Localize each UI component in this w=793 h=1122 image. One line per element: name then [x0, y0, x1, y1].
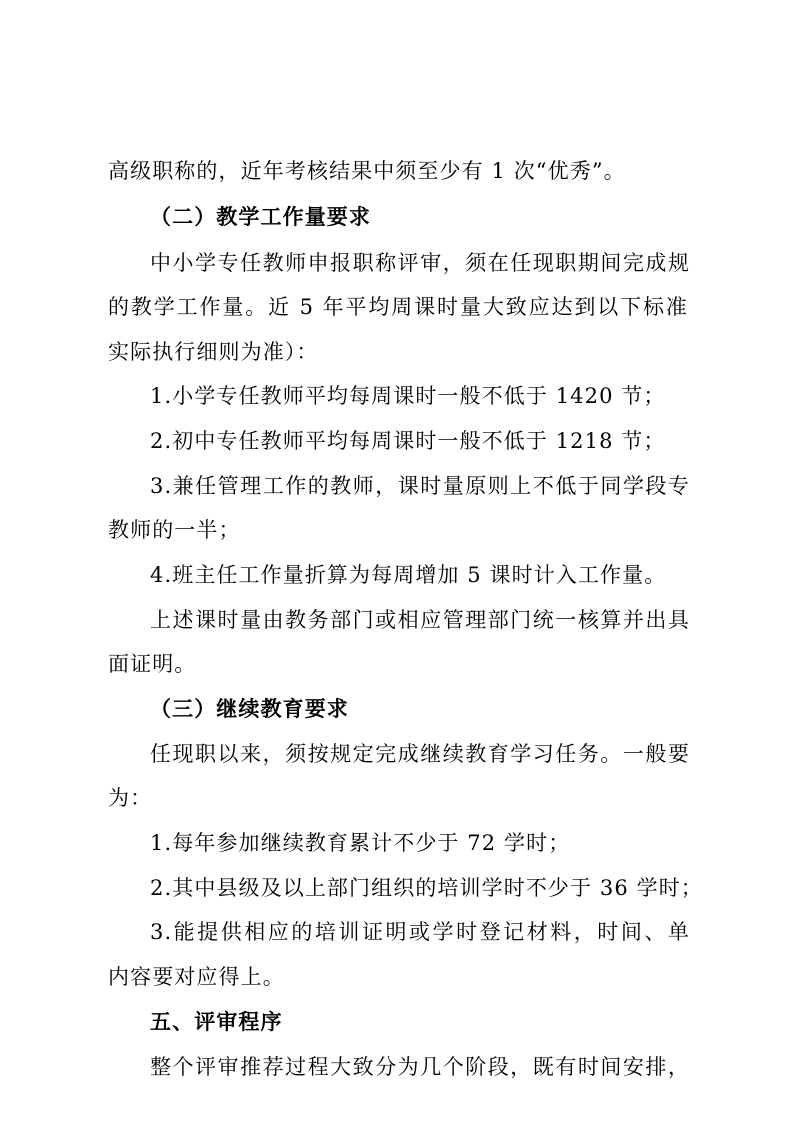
- chapter-heading: 五、评审程序: [150, 1009, 283, 1034]
- list-item: 4.班主任工作量折算为每周增加 5 课时计入工作量。: [150, 563, 667, 587]
- paragraph-line: 任现职以来，须按规定完成继续教育学习任务。一般要: [150, 742, 690, 766]
- list-item: 3.兼任管理工作的教师，课时量原则上不低于同学段专: [150, 474, 690, 498]
- paragraph-line: 上述课时量由教务部门或相应管理部门统一核算并出具: [150, 608, 690, 632]
- section-heading: （二）教学工作量要求: [150, 204, 371, 229]
- paragraph-line: 中小学专任教师申报职称评审，须在任现职期间完成规: [150, 251, 690, 275]
- paragraph-line: 面证明。: [108, 652, 197, 676]
- list-item: 1.每年参加继续教育累计不少于 72 学时；: [150, 831, 571, 855]
- list-item-continued: 教师的一半；: [108, 518, 241, 542]
- list-item-continued: 内容要对应得上。: [108, 965, 285, 989]
- paragraph-line: 为：: [108, 786, 153, 810]
- list-item: 2.其中县级及以上部门组织的培训学时不少于 36 学时；: [150, 876, 703, 900]
- list-item: 2.初中专任教师平均每周课时一般不低于 1218 节；: [150, 429, 666, 453]
- list-item: 3.能提供相应的培训证明或学时登记材料，时间、单: [150, 920, 690, 944]
- list-item: 1.小学专任教师平均每周课时一般不低于 1420 节；: [150, 384, 666, 408]
- paragraph-line: 的教学工作量。近 5 年平均周课时量大致应达到以下标准: [108, 295, 688, 319]
- paragraph-line: 整个评审推荐过程大致分为几个阶段，既有时间安排，: [150, 1055, 690, 1079]
- paragraph-line: 实际执行细则为准）：: [108, 340, 319, 364]
- text-line: 高级职称的，近年考核结果中须至少有 1 次“优秀”。: [108, 159, 626, 183]
- section-heading: （三）继续教育要求: [150, 696, 349, 721]
